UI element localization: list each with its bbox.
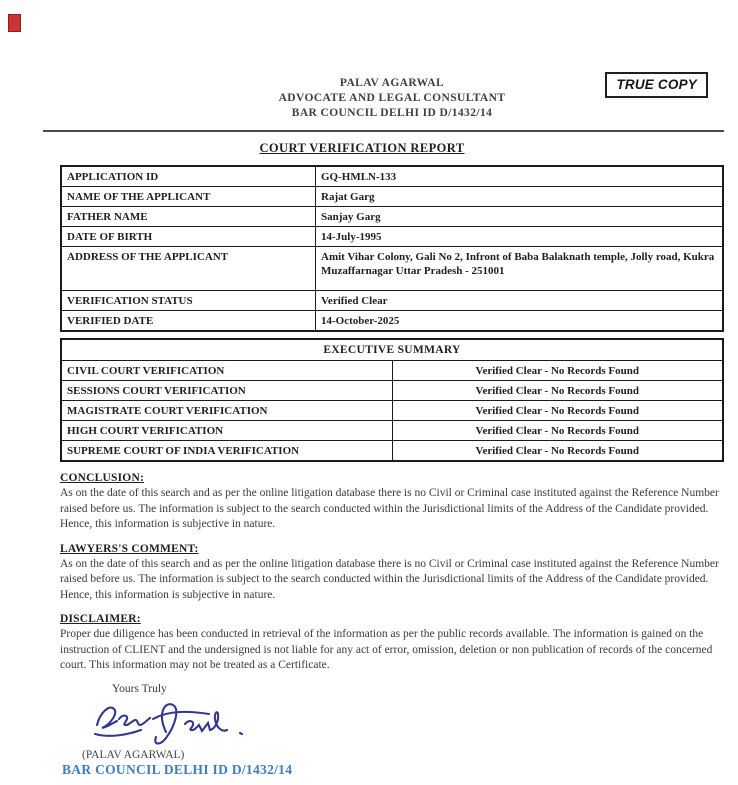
summary-label: MAGISTRATE COURT VERIFICATION [61, 401, 392, 421]
detail-label: ADDRESS OF THE APPLICANT [61, 247, 316, 291]
summary-header-row [61, 339, 723, 361]
section-body: Proper due diligence has been conducted in retrieval of the information as per the public records available. The information is gained on the instruction of CLIENT and the undersigned is not liable for any act of error, omission, deletion or non publication of records of the concerned court. This information may not be treated as a Certificate. [60, 628, 713, 671]
detail-value: Amit Vihar Colony, Gali No 2, Infront of Baba Balaknath temple, Jolly road, Kukra Muzaffarnagar Uttar Pradesh - 251001 [316, 247, 724, 291]
summary-value: Verified Clear - No Records Found [392, 361, 723, 381]
detail-value: Rajat Garg [316, 187, 724, 207]
red-mark-icon [8, 14, 21, 32]
summary-label: HIGH COURT VERIFICATION [61, 421, 392, 441]
summary-label: CIVIL COURT VERIFICATION [61, 361, 392, 381]
section-disclaimer [60, 613, 724, 674]
header-divider [43, 130, 724, 132]
summary-value: Verified Clear - No Records Found [392, 381, 723, 401]
table-row [61, 291, 723, 311]
detail-label: FATHER NAME [61, 207, 316, 227]
signer-name: (PALAV AGARWAL) [82, 748, 185, 761]
closing-salutation: Yours Truly [112, 682, 167, 695]
detail-value: Verified Clear [316, 291, 724, 311]
letterhead-designation: ADVOCATE AND LEGAL CONSULTANT [278, 92, 506, 104]
details-table [60, 165, 724, 332]
letterhead-name: PALAV AGARWAL [339, 77, 445, 89]
detail-value: 14-July-1995 [316, 227, 724, 247]
true-copy-stamp: TRUE COPY [605, 72, 708, 98]
section-heading: DISCLAIMER: [60, 613, 141, 625]
detail-label: VERIFICATION STATUS [61, 291, 316, 311]
detail-value: Sanjay Garg [316, 207, 724, 227]
detail-label: DATE OF BIRTH [61, 227, 316, 247]
table-row [61, 187, 723, 207]
table-row [61, 441, 723, 462]
page-title: COURT VERIFICATION REPORT [259, 141, 465, 155]
table-row [61, 207, 723, 227]
summary-value: Verified Clear - No Records Found [392, 401, 723, 421]
table-row [61, 401, 723, 421]
detail-value: 14-October-2025 [316, 311, 724, 332]
table-row [61, 166, 723, 187]
summary-label: SESSIONS COURT VERIFICATION [61, 381, 392, 401]
section-lawyers-comment [60, 543, 724, 604]
table-row [61, 381, 723, 401]
title-row [0, 139, 724, 157]
table-row [61, 311, 723, 332]
section-conclusion [60, 472, 724, 533]
table-row [61, 227, 723, 247]
section-body: As on the date of this search and as per the online litigation database there is no Civil or Criminal case instituted against the Reference Number raised before us. The information is subject to the search conducted within the Jurisdictional limits of the Address of the Candidate provided. Hence, this information is subjective in nature. [60, 557, 719, 601]
letterhead [60, 0, 724, 121]
summary-label: SUPREME COURT OF INDIA VERIFICATION [61, 441, 392, 462]
section-heading: LAWYERS'S COMMENT: [60, 542, 199, 555]
bar-council-id: BAR COUNCIL DELHI ID D/1432/14 [62, 761, 293, 777]
table-row [61, 247, 723, 291]
table-row [61, 421, 723, 441]
summary-header: EXECUTIVE SUMMARY [61, 339, 723, 361]
executive-summary-table [60, 338, 724, 462]
section-heading: CONCLUSION: [60, 472, 144, 484]
letterhead-bar-id: BAR COUNCIL DELHI ID D/1432/14 [291, 107, 493, 119]
table-row [61, 361, 723, 381]
summary-value: Verified Clear - No Records Found [392, 441, 723, 462]
detail-value: GQ-HMLN-133 [316, 166, 724, 187]
document-body [60, 165, 724, 778]
detail-label: APPLICATION ID [61, 166, 316, 187]
detail-label: NAME OF THE APPLICANT [61, 187, 316, 207]
detail-label: VERIFIED DATE [61, 311, 316, 332]
section-body: As on the date of this search and as per the online litigation database there is no Civil or Criminal case instituted against the Reference Number raised before us. The information is subject to the search conducted within the Jurisdictional limits of the Address of the Candidate provided. Hence, this information is subjective in nature. [60, 487, 719, 530]
signature-image [93, 699, 724, 749]
summary-value: Verified Clear - No Records Found [392, 421, 723, 441]
